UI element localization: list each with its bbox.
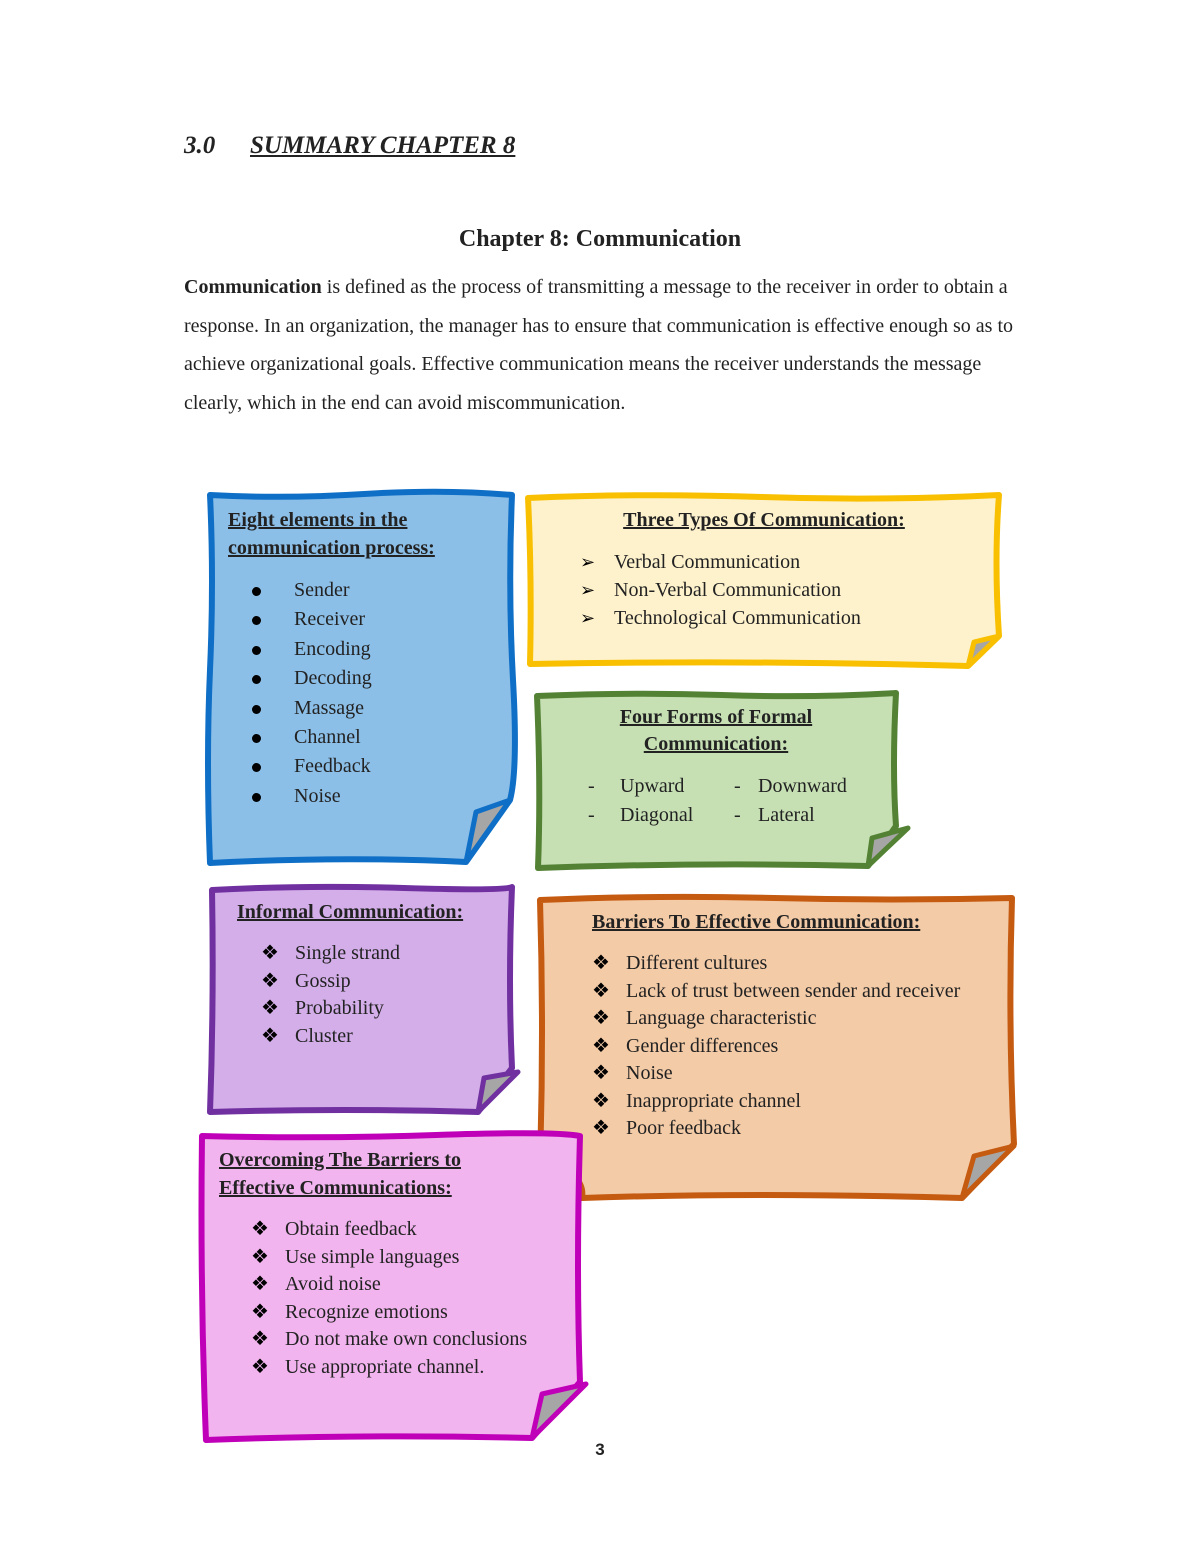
note-formal (532, 688, 914, 874)
list-item: ➢ Non-Verbal Communication (578, 576, 1006, 604)
section-heading (184, 132, 515, 160)
note-barriers-title: Barriers To Effective Communication: (592, 911, 921, 933)
list-item: ❖ Do not make own conclusions (251, 1326, 589, 1354)
diamond-bullet-icon: ❖ (251, 1245, 269, 1268)
list-item: Channel (228, 723, 508, 752)
list-item: ❖ Avoid noise (251, 1271, 589, 1299)
intro-paragraph (184, 268, 1014, 422)
list-item: ❖ Language characteristic (592, 1005, 1012, 1033)
list-item: - Diagonal (588, 804, 694, 826)
note-formal-title-line2: Communication: (643, 733, 789, 755)
list-item: ❖ Inappropriate channel (592, 1088, 1012, 1116)
types-list (578, 548, 1006, 632)
diamond-bullet-icon: ❖ (592, 979, 610, 1002)
diamond-bullet-icon: ❖ (592, 1062, 610, 1084)
formal-forms-row (532, 801, 900, 830)
note-types-fold (968, 636, 999, 666)
overcoming-list (251, 1216, 589, 1381)
diamond-bullet-icon: ❖ (261, 969, 279, 992)
note-informal (204, 882, 524, 1118)
formal-forms-row (532, 772, 900, 801)
note-elements-title (228, 506, 508, 562)
list-item: Decoding (228, 664, 508, 693)
list-item: - Downward (734, 775, 847, 797)
diamond-bullet-icon: ❖ (251, 1218, 269, 1240)
list-item: ❖ Obtain feedback (251, 1216, 589, 1244)
diamond-bullet-icon: ❖ (251, 1328, 269, 1350)
list-item: ❖ Gender differences (592, 1033, 1012, 1061)
list-item: ❖ Cluster (261, 1023, 517, 1051)
chapter-title: Chapter 8: Communication (458, 226, 742, 252)
elements-list (228, 576, 508, 811)
list-item: ❖ Noise (592, 1060, 1012, 1088)
bullet-dot-icon (252, 734, 261, 743)
list-item: - Lateral (734, 804, 815, 826)
section-number: 3.0 (184, 132, 216, 159)
list-item: ❖ Lack of trust between sender and receiver (592, 978, 1012, 1006)
list-item: Receiver (228, 605, 508, 634)
list-item: ❖ Poor feedback (592, 1115, 1012, 1143)
list-item: ❖ Single strand (261, 940, 517, 968)
diamond-bullet-icon: ❖ (261, 1024, 279, 1047)
note-formal-title (532, 704, 900, 758)
informal-list (261, 940, 517, 1050)
diamond-bullet-icon: ❖ (592, 952, 610, 974)
bullet-dot-icon (252, 763, 261, 772)
bullet-dot-icon (252, 675, 261, 684)
list-item: Encoding (228, 635, 508, 664)
note-overcoming-title-line2: Effective Communications: (219, 1177, 452, 1199)
list-item: Sender (228, 576, 508, 605)
list-item: Noise (228, 782, 508, 811)
note-overcoming-title (219, 1146, 589, 1202)
bullet-dot-icon (252, 793, 261, 802)
diamond-bullet-icon: ❖ (251, 1300, 269, 1323)
diamond-bullet-icon: ❖ (592, 1089, 610, 1112)
note-informal-fold (478, 1072, 518, 1112)
list-item: ❖ Different cultures (592, 950, 1012, 978)
section-title: SUMMARY CHAPTER 8 (250, 132, 516, 159)
list-item: Feedback (228, 752, 508, 781)
diamond-bullet-icon: ❖ (251, 1273, 269, 1295)
list-item: ❖ Gossip (261, 968, 517, 996)
bullet-dot-icon (252, 616, 261, 625)
diamond-bullet-icon: ❖ (261, 942, 279, 964)
list-item: ❖ Recognize emotions (251, 1299, 589, 1327)
arrow-bullet-icon: ➢ (580, 608, 596, 628)
bullet-dot-icon (252, 646, 261, 655)
page-number: 3 (595, 1440, 605, 1459)
diamond-bullet-icon: ❖ (251, 1355, 269, 1378)
note-elements-title-line1: Eight elements in the (228, 509, 408, 531)
list-item: - Upward (588, 775, 685, 797)
diamond-bullet-icon: ❖ (592, 1007, 610, 1029)
note-elements-title-line2: communication process: (228, 537, 435, 559)
list-item: ❖ Use simple languages (251, 1244, 589, 1272)
bullet-dot-icon (252, 705, 261, 714)
intro-text: is defined as the process of transmitting a message to the receiver in order to obtain a response. In an organization, the manager has to ensure that communication is effective enough so as to achieve organizational goals. Effective communication means the receiver understands the message clearly, which in the end can avoid miscommunication. (184, 276, 1014, 414)
diamond-bullet-icon: ❖ (592, 1117, 610, 1139)
note-overcoming (196, 1130, 592, 1446)
list-item: ➢ Technological Communication (578, 604, 1006, 632)
note-informal-title: Informal Communication: (237, 901, 464, 923)
diamond-bullet-icon: ❖ (261, 997, 279, 1019)
note-barriers (534, 892, 1022, 1204)
note-formal-title-line1: Four Forms of Formal (619, 706, 813, 728)
list-item: Massage (228, 694, 508, 723)
note-types-title: Three Types Of Communication: (623, 509, 905, 531)
bullet-dot-icon (252, 587, 261, 596)
list-item: ➢ Verbal Communication (578, 548, 1006, 576)
diamond-bullet-icon: ❖ (592, 1034, 610, 1057)
list-item: ❖ Use appropriate channel. (251, 1354, 589, 1382)
note-types (522, 490, 1006, 672)
arrow-bullet-icon: ➢ (580, 552, 596, 572)
formal-forms-list (532, 772, 900, 830)
list-item: ❖ Probability (261, 995, 517, 1023)
note-overcoming-title-line1: Overcoming The Barriers to (219, 1149, 461, 1171)
note-elements (204, 490, 520, 870)
intro-term: Communication (184, 276, 322, 298)
barriers-list (592, 950, 1012, 1143)
arrow-bullet-icon: ➢ (580, 580, 596, 600)
